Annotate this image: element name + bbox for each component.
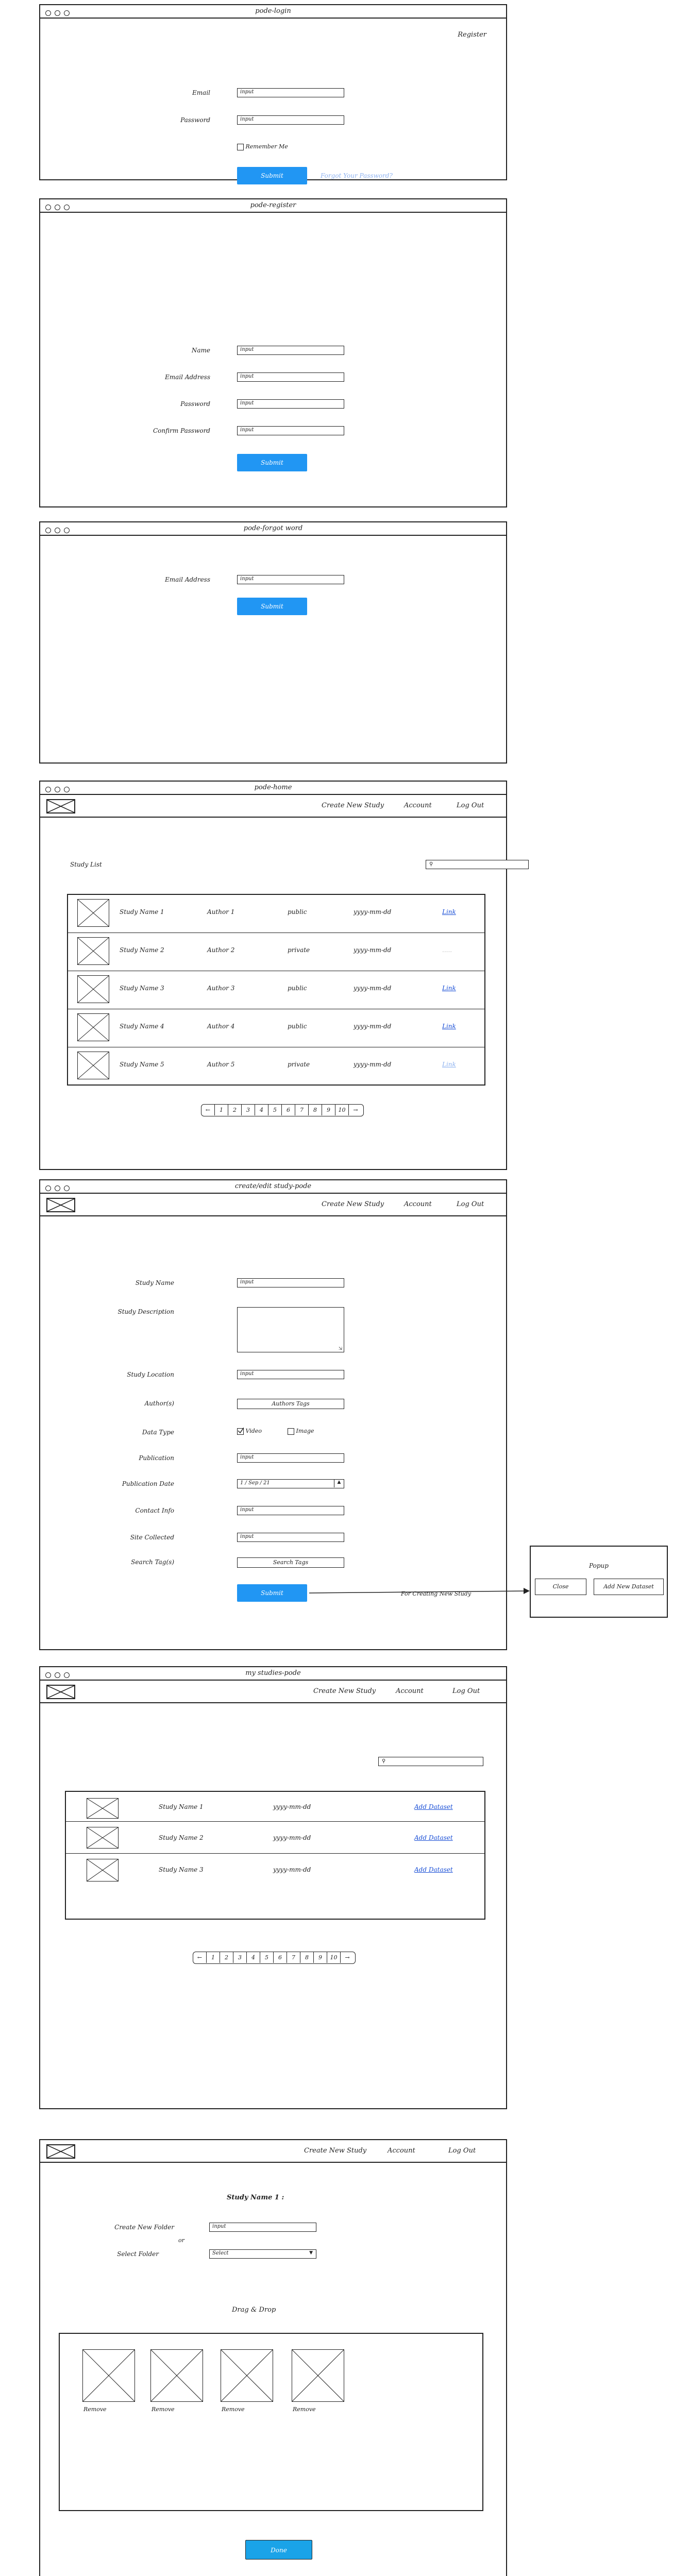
study-thumbnail [87,1859,119,1882]
navbar [40,1681,506,1703]
contact-label: Contact Info [135,1507,174,1514]
page-8[interactable]: 8 [309,1105,322,1115]
collected-input[interactable]: input [237,1533,344,1542]
search-tags-button[interactable]: Search Tags [237,1557,344,1568]
my-studies-table [65,1791,485,1920]
pagination [193,1952,356,1964]
data-type-video[interactable] [237,1428,262,1435]
remove-link[interactable]: Remove [222,2406,245,2413]
select-value: Select [212,2250,229,2256]
nav-logout[interactable]: Log Out [448,2147,476,2155]
add-dataset-link[interactable]: Add Dataset [414,1834,453,1841]
nav-create-study[interactable]: Create New Study [322,802,384,809]
popup-dialog [530,1546,668,1618]
location-input[interactable]: input [237,1370,344,1379]
page-8[interactable]: 8 [300,1952,314,1963]
upload-thumbnail [221,2349,273,2402]
table-row[interactable] [66,1822,484,1854]
study-thumbnail [77,1013,109,1041]
window-title: pode-home [254,784,292,791]
image-checkbox[interactable] [288,1428,294,1435]
page-prev[interactable]: ← [201,1105,215,1115]
search-input[interactable] [378,1757,483,1766]
nav-logout[interactable]: Log Out [457,802,484,809]
pub-date-label: Publication Date [122,1480,174,1487]
title-bar [40,1180,506,1194]
study-link[interactable]: Link [442,985,456,992]
register-link[interactable]: Register [458,31,486,39]
study-link[interactable]: Link [442,908,456,916]
page-5[interactable]: 5 [260,1952,274,1963]
study-visibility: private [288,1061,310,1068]
page-next[interactable]: → [353,1107,358,1113]
study-author: Author 5 [207,1061,235,1068]
page-5[interactable]: 5 [268,1105,282,1115]
select-folder-label: Select Folder [117,2250,159,2258]
upload-study-name: Study Name 1 : [227,2194,284,2201]
publication-input[interactable]: input [237,1453,344,1463]
page-2[interactable]: 2 [220,1952,233,1963]
study-thumbnail [87,1798,119,1819]
study-visibility: public [288,985,307,992]
study-name: Study Name 1 [159,1803,204,1810]
authors-tags-button[interactable]: Authors Tags [237,1399,344,1409]
nav-create-study[interactable]: Create New Study [313,1687,376,1695]
data-type-image[interactable] [288,1428,314,1435]
title-bar [40,1667,506,1681]
window-title: pode-register [250,201,296,209]
page-3[interactable]: 3 [233,1952,247,1963]
search-input[interactable] [426,860,529,869]
study-author: Author 2 [207,946,235,954]
email-input[interactable]: input [237,88,344,97]
table-row[interactable] [66,1854,484,1887]
keyword-label: Search Tag(s) [131,1558,174,1566]
name-input[interactable]: input [237,346,344,355]
location-label: Study Location [127,1371,174,1378]
video-checkbox[interactable] [237,1428,244,1435]
study-thumbnail [77,899,109,927]
add-dataset-link[interactable]: Add Dataset [414,1803,453,1810]
page-10[interactable]: 10 [327,1952,341,1963]
publication-label: Publication [139,1454,174,1462]
or-text: or [178,2237,184,2244]
study-list-heading: Study List [70,861,102,868]
remember-me[interactable] [237,143,288,150]
page-next[interactable]: → [345,1954,350,1961]
study-link[interactable]: Link [442,1061,456,1068]
contact-input[interactable]: input [237,1506,344,1515]
study-thumbnail [77,1052,109,1079]
forgot-password-link[interactable]: Forgot Your Password? [321,172,393,179]
logo-image[interactable] [46,799,75,814]
email-label: Email [192,89,210,96]
authors-label: Author(s) [144,1400,174,1407]
study-date: yyyy-mm-dd [354,946,392,954]
popup-close-button[interactable]: Close [535,1579,586,1595]
study-visibility: public [288,908,307,916]
window-title: my studies-pode [245,1669,301,1677]
login-submit-button[interactable]: Submit [237,167,307,184]
register-window [39,198,507,507]
confirm-password-label: Confirm Password [153,427,210,434]
study-name: Study Name 3 [120,985,164,992]
study-date: yyyy-mm-dd [273,1834,311,1841]
nav-account[interactable]: Account [388,2147,415,2155]
create-submit-button[interactable]: Submit [237,1584,307,1602]
nav-create-study[interactable]: Create New Study [304,2147,367,2155]
table-row[interactable] [66,1792,484,1822]
chevron-down-icon: ▼ [309,2250,313,2256]
page-9[interactable]: 9 [322,1105,335,1115]
remove-link[interactable]: Remove [293,2406,316,2413]
title-bar [40,199,506,213]
page-prev[interactable]: ← [193,1952,207,1963]
page-4[interactable]: 4 [255,1105,268,1115]
window-title: create/edit study-pode [234,1182,312,1190]
study-name: Study Name 2 [120,946,164,954]
window-title: pode-login [255,7,291,15]
add-dataset-link[interactable]: Add Dataset [414,1866,453,1873]
popup-add-dataset-button[interactable]: Add New Dataset [594,1579,664,1595]
navbar [40,1194,506,1216]
pub-date-picker[interactable] [237,1479,344,1488]
page-3[interactable]: 3 [242,1105,255,1115]
study-thumbnail [77,937,109,965]
study-thumbnail [87,1827,119,1849]
study-name-input[interactable]: input [237,1278,344,1287]
remember-label: Remember Me [245,143,288,150]
drag-drop-label: Drag & Drop [232,2306,276,2314]
nav-logout[interactable]: Log Out [452,1687,480,1695]
forgot-window [39,521,507,764]
collected-label: Site Collected [130,1534,174,1541]
table-row[interactable] [68,971,484,1009]
confirm-password-input[interactable]: input [237,426,344,435]
description-textarea[interactable] [237,1307,344,1352]
logo-image[interactable] [46,1198,75,1212]
image-label: Image [296,1428,314,1434]
password-input[interactable]: input [237,399,344,409]
study-name: Study Name 5 [120,1061,164,1068]
study-name: Study Name 3 [159,1866,204,1873]
email-label: Email Address [165,374,210,381]
data-type-label: Data Type [142,1429,174,1436]
study-date: yyyy-mm-dd [354,1061,392,1068]
upload-window [39,2139,507,2576]
done-button[interactable]: Done [245,2540,312,2560]
nav-account[interactable]: Account [404,1200,432,1208]
study-visibility: public [288,1023,307,1030]
navbar [40,2140,506,2163]
forgot-submit-button[interactable]: Submit [237,598,307,615]
title-bar [40,782,506,795]
drop-zone[interactable] [59,2333,483,2511]
annotation-arrow [309,1587,531,1597]
study-date: yyyy-mm-dd [273,1803,311,1810]
study-author: Author 4 [207,1023,235,1030]
table-row[interactable] [68,933,484,971]
page-2[interactable]: 2 [228,1105,242,1115]
description-label: Study Description [117,1308,174,1315]
password-input[interactable]: input [237,115,344,125]
nav-logout[interactable]: Log Out [457,1200,484,1208]
name-label: Name [191,347,210,354]
password-label: Password [180,116,210,124]
password-label: Password [180,400,210,408]
table-row[interactable] [68,1009,484,1047]
table-row[interactable] [68,895,484,933]
select-folder-dropdown[interactable] [209,2249,316,2259]
page-9[interactable]: 9 [314,1952,327,1963]
create-folder-label: Create New Folder [114,2224,174,2231]
video-label: Video [245,1428,262,1434]
email-input[interactable]: input [237,372,344,382]
remember-checkbox[interactable] [237,144,244,150]
study-name: Study Name 4 [120,1023,164,1030]
register-submit-button[interactable]: Submit [237,454,307,471]
upload-thumbnail [150,2349,203,2402]
page-4[interactable]: 4 [247,1952,260,1963]
search-icon: ⚲ [429,861,433,867]
remove-link[interactable]: Remove [83,2406,107,2413]
page-6[interactable]: 6 [274,1952,287,1963]
study-author: Author 3 [207,985,235,992]
remove-link[interactable]: Remove [152,2406,175,2413]
study-name-label: Study Name [135,1279,174,1286]
email-input[interactable]: input [237,575,344,584]
search-icon: ⚲ [382,1758,386,1764]
nav-account[interactable]: Account [396,1687,424,1695]
study-thumbnail [77,975,109,1003]
upload-study-name-text: Study Name 1 [227,2194,279,2201]
nav-create-study[interactable]: Create New Study [322,1200,384,1208]
my-studies-window [39,1666,507,2109]
home-window [39,781,507,1170]
upload-thumbnail [82,2349,135,2402]
logo-image[interactable] [46,1685,75,1699]
title-bar [40,5,506,19]
nav-account[interactable]: Account [404,802,432,809]
page-1[interactable]: 1 [207,1952,220,1963]
calendar-icon[interactable]: ▲ [334,1480,344,1487]
login-window [39,4,507,180]
title-bar [40,522,506,536]
study-name: Study Name 1 [120,908,164,916]
pub-date-value: 1 / Sep / 21 [240,1480,270,1486]
study-date: yyyy-mm-dd [354,908,392,916]
page-7[interactable]: 7 [295,1105,309,1115]
create-study-window [39,1179,507,1650]
study-date: yyyy-mm-dd [273,1866,311,1873]
page-7[interactable]: 7 [287,1952,300,1963]
pagination [201,1104,364,1116]
create-annotation: For Creating New Study [401,1590,472,1597]
study-link-placeholder: ..... [442,946,452,954]
upload-thumbnail [292,2349,344,2402]
window-title: pode-forgot word [243,524,303,532]
table-row[interactable] [68,1047,484,1086]
page-1[interactable]: 1 [215,1105,228,1115]
popup-title: Popup [589,1562,609,1569]
resize-icon[interactable]: ⇲ [338,1346,342,1351]
study-date: yyyy-mm-dd [354,1023,392,1030]
study-link[interactable]: Link [442,1023,456,1030]
study-name: Study Name 2 [159,1834,204,1841]
create-folder-input[interactable]: input [209,2223,316,2232]
page-10[interactable]: 10 [335,1105,349,1115]
navbar [40,795,506,818]
page-6[interactable]: 6 [282,1105,295,1115]
study-table [67,894,485,1086]
study-visibility: private [288,946,310,954]
study-author: Author 1 [207,908,235,916]
logo-image[interactable] [46,2144,75,2159]
study-date: yyyy-mm-dd [354,985,392,992]
email-label: Email Address [165,576,210,583]
